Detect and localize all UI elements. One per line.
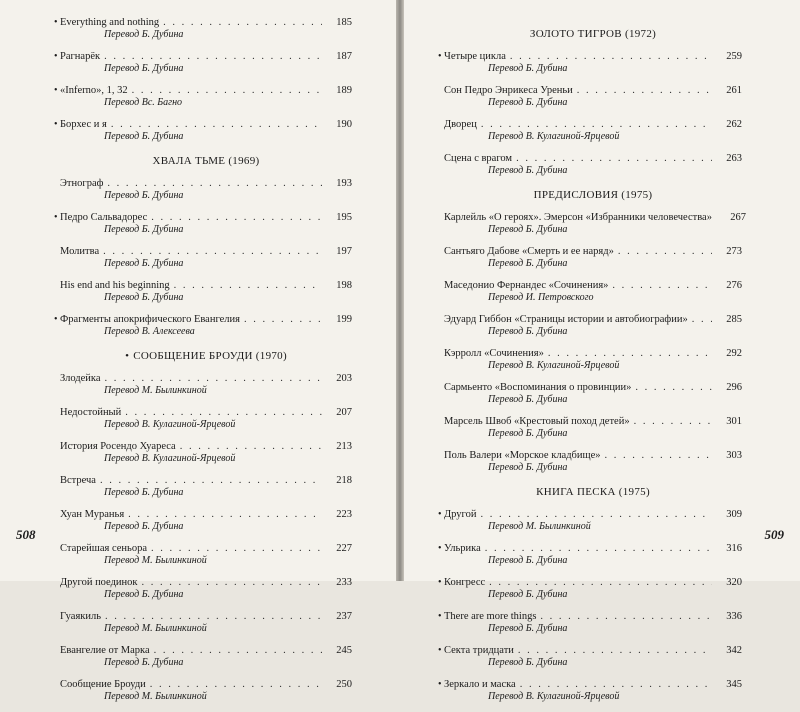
dot-leader: [577, 84, 712, 97]
entry-title: «Inferno», 1, 32: [60, 85, 128, 96]
entry-page-number: 185: [336, 17, 352, 28]
toc-line: [54, 211, 352, 224]
dot-leader: [510, 50, 712, 63]
dot-leader: [540, 610, 712, 623]
entry-translator: Перевод Б. Дубина: [488, 394, 568, 405]
entry-title: История Росендо Хуареса: [60, 441, 176, 452]
book-gutter: [396, 0, 404, 581]
toc-line: [54, 84, 352, 97]
entry-page-number: 263: [726, 153, 742, 164]
entry-marker: •: [438, 577, 442, 588]
entry-page-number: 189: [336, 85, 352, 96]
entry-title: Злодейка: [60, 373, 101, 384]
toc-entry: [438, 50, 742, 75]
entry-translator: Перевод Б. Дубина: [104, 63, 184, 74]
dot-leader: [485, 542, 712, 555]
entry-page-number: 303: [726, 450, 742, 461]
toc-line: [444, 211, 746, 224]
entry-title: Конгресс: [444, 577, 486, 588]
entry-page-number: 285: [726, 314, 742, 325]
dot-leader: [480, 508, 712, 521]
entry-title: Евангелие от Марка: [60, 645, 150, 656]
entry-title: Ульрика: [444, 543, 481, 554]
dot-leader: [548, 347, 712, 360]
toc-entry: [444, 152, 742, 177]
entry-title: Борхес и я: [60, 119, 107, 130]
entry-page-number: 261: [726, 85, 742, 96]
dot-leader: [105, 372, 322, 385]
section-heading: [444, 189, 742, 201]
entry-page-number: 187: [336, 51, 352, 62]
entry-page-number: 245: [336, 645, 352, 656]
toc-line: [60, 644, 352, 657]
toc-line: [444, 118, 742, 131]
toc-entry: [54, 50, 352, 75]
toc-line: [60, 372, 352, 385]
toc-entry: [60, 440, 352, 465]
entry-title: Встреча: [60, 475, 96, 486]
toc-entry: [60, 372, 352, 397]
entry-marker: •: [438, 611, 442, 622]
dot-leader: [180, 440, 322, 453]
entry-translator: Перевод М. Былинкиной: [104, 555, 207, 566]
toc-line: [438, 610, 742, 623]
entry-title: Этнограф: [60, 178, 104, 189]
dot-leader: [612, 279, 712, 292]
toc-entry: [438, 576, 742, 601]
toc-line: [444, 245, 742, 258]
entry-page-number: 345: [726, 679, 742, 690]
dot-leader: [151, 542, 322, 555]
dot-leader: [100, 474, 322, 487]
toc-entry: [444, 449, 742, 474]
toc-entry: [60, 474, 352, 499]
entry-translator: Перевод Б. Дубина: [488, 224, 568, 235]
entry-page-number: 296: [726, 382, 742, 393]
toc-entry: [60, 678, 352, 703]
section-title: СООБЩЕНИЕ БРОУДИ (1970): [133, 350, 287, 362]
section-heading: [60, 155, 352, 167]
entry-translator: Перевод Б. Дубина: [104, 589, 184, 600]
toc-line: [60, 279, 352, 292]
dot-leader: [692, 313, 712, 326]
entry-page-number: 198: [336, 280, 352, 291]
entry-title: Фрагменты апокрифического Евангелия: [60, 314, 240, 325]
entry-page-number: 309: [726, 509, 742, 520]
toc-entry: [60, 508, 352, 533]
toc-entry: [438, 542, 742, 567]
toc-line: [444, 449, 742, 462]
toc-entry: [444, 84, 742, 109]
toc-line: [60, 177, 352, 190]
entry-title: Марсель Швоб «Крестовый поход детей»: [444, 416, 630, 427]
toc-line: [438, 644, 742, 657]
dot-leader: [516, 152, 712, 165]
entry-page-number: 292: [726, 348, 742, 359]
dot-leader: [635, 381, 712, 394]
entry-title: Педро Сальвадорес: [60, 212, 148, 223]
dot-leader: [634, 415, 712, 428]
entry-page-number: 259: [726, 51, 742, 62]
entry-translator: Перевод В. Кулагиной-Ярцевой: [104, 419, 236, 430]
entry-translator: Перевод В. Кулагиной-Ярцевой: [488, 360, 620, 371]
entry-title: Гуаякиль: [60, 611, 102, 622]
toc-entry: [60, 610, 352, 635]
toc-entry: [54, 211, 352, 236]
entry-title: Старейшая сеньора: [60, 543, 147, 554]
toc-line: [438, 508, 742, 521]
toc-line: [438, 678, 742, 691]
entry-title: His end and his beginning: [60, 280, 170, 291]
entry-title: Эдуард Гиббон «Страницы истории и автобиографии»: [444, 314, 688, 325]
toc-line: [444, 313, 742, 326]
dot-leader: [132, 84, 322, 97]
toc-line: [60, 610, 352, 623]
entry-translator: Перевод Б. Дубина: [488, 462, 568, 473]
section-title: ПРЕДИСЛОВИЯ (1975): [533, 189, 653, 201]
entry-title: Молитва: [60, 246, 100, 257]
entry-marker: •: [438, 509, 442, 520]
entry-marker: •: [54, 314, 58, 325]
toc-line: [444, 152, 742, 165]
entry-title: Сон Педро Энрикеса Уреньи: [444, 85, 573, 96]
entry-title: Секта тридцати: [444, 645, 514, 656]
entry-title: Другой: [444, 509, 477, 520]
toc-line: [438, 576, 742, 589]
toc-entry: [60, 406, 352, 431]
entry-marker: •: [438, 679, 442, 690]
right-page: [404, 0, 800, 702]
entry-translator: Перевод Б. Дубина: [488, 63, 568, 74]
toc-line: [60, 678, 352, 691]
section-heading: [444, 486, 742, 498]
entry-translator: Перевод Б. Дубина: [104, 29, 184, 40]
toc-line: [60, 542, 352, 555]
dot-leader: [103, 245, 322, 258]
dot-leader: [150, 678, 322, 691]
entry-marker: •: [54, 85, 58, 96]
left-toc-column: [54, 16, 352, 712]
entry-translator: Перевод Вс. Багно: [104, 97, 183, 108]
entry-page-number: 336: [726, 611, 742, 622]
entry-translator: Перевод Б. Дубина: [104, 521, 184, 532]
entry-title: Сообщение Броуди: [60, 679, 146, 690]
dot-leader: [518, 644, 712, 657]
dot-leader: [520, 678, 712, 691]
entry-page-number: 227: [336, 543, 352, 554]
entry-page-number: 207: [336, 407, 352, 418]
entry-translator: Перевод М. Былинкиной: [488, 521, 591, 532]
entry-page-number: 197: [336, 246, 352, 257]
toc-line: [60, 508, 352, 521]
toc-entry: [444, 118, 742, 143]
toc-line: [444, 84, 742, 97]
entry-translator: Перевод Б. Дубина: [104, 487, 184, 498]
dot-leader: [111, 118, 322, 131]
entry-translator: Перевод И. Петровского: [488, 292, 594, 303]
toc-entry: [60, 279, 352, 304]
dot-leader: [104, 50, 322, 63]
toc-entry: [444, 245, 742, 270]
toc-line: [438, 50, 742, 63]
dot-leader: [489, 576, 712, 589]
toc-entry: [60, 245, 352, 270]
toc-line: [438, 542, 742, 555]
section-heading: [60, 350, 352, 362]
toc-line: [54, 118, 352, 131]
entry-translator: Перевод Б. Дубина: [488, 165, 568, 176]
entry-translator: Перевод Б. Дубина: [104, 190, 184, 201]
entry-title: Маседонио Фернандес «Сочинения»: [444, 280, 609, 291]
dot-leader: [605, 449, 712, 462]
entry-translator: Перевод М. Былинкиной: [104, 385, 207, 396]
section-heading: [444, 28, 742, 40]
entry-page-number: 203: [336, 373, 352, 384]
entry-title: Кэрролл «Сочинения»: [444, 348, 544, 359]
entry-page-number: 237: [336, 611, 352, 622]
left-page-number: 508: [16, 527, 36, 542]
entry-page-number: 320: [726, 577, 742, 588]
dot-leader: [481, 118, 712, 131]
entry-marker: •: [54, 51, 58, 62]
entry-page-number: 273: [726, 246, 742, 257]
entry-translator: Перевод Б. Дубина: [488, 589, 568, 600]
toc-line: [444, 347, 742, 360]
toc-entry: [54, 16, 352, 41]
entry-page-number: 223: [336, 509, 352, 520]
section-title: ХВАЛА ТЬМЕ (1969): [152, 155, 260, 167]
toc-entry: [438, 678, 742, 703]
entry-title: Everything and nothing: [60, 17, 160, 28]
entry-title: Рагнарёк: [60, 51, 101, 62]
entry-translator: Перевод Б. Дубина: [104, 258, 184, 269]
entry-marker: •: [54, 119, 58, 130]
toc-line: [54, 50, 352, 63]
entry-page-number: 301: [726, 416, 742, 427]
entry-translator: Перевод Б. Дубина: [488, 326, 568, 337]
toc-entry: [444, 347, 742, 372]
entry-marker: •: [54, 212, 58, 223]
dot-leader: [244, 313, 322, 326]
entry-page-number: 233: [336, 577, 352, 588]
toc-entry: [54, 84, 352, 109]
entry-page-number: 195: [336, 212, 352, 223]
entry-page-number: 193: [336, 178, 352, 189]
entry-page-number: 190: [336, 119, 352, 130]
entry-title: Сцена с врагом: [444, 153, 513, 164]
entry-title: Зеркало и маска: [444, 679, 516, 690]
entry-translator: Перевод Б. Дубина: [488, 97, 568, 108]
dot-leader: [154, 644, 322, 657]
toc-line: [444, 381, 742, 394]
dot-leader: [128, 508, 322, 521]
toc-entry: [60, 542, 352, 567]
dot-leader: [142, 576, 322, 589]
toc-entry: [60, 576, 352, 601]
dot-leader: [618, 245, 712, 258]
toc-entry: [438, 644, 742, 669]
entry-page-number: 213: [336, 441, 352, 452]
section-title: КНИГА ПЕСКА (1975): [536, 486, 650, 498]
dot-leader: [151, 211, 322, 224]
entry-title: Карлейль «О героях». Эмерсон «Избранники человечества»: [444, 212, 712, 223]
toc-entry: [444, 381, 742, 406]
entry-translator: Перевод М. Былинкиной: [104, 691, 207, 702]
toc-line: [60, 440, 352, 453]
entry-marker: •: [438, 543, 442, 554]
toc-entry: [438, 610, 742, 635]
entry-marker: •: [438, 645, 442, 656]
entry-title: Недостойный: [60, 407, 122, 418]
entry-translator: Перевод Б. Дубина: [104, 131, 184, 142]
entry-title: Поль Валери «Морское кладбище»: [444, 450, 601, 461]
toc-line: [60, 576, 352, 589]
entry-translator: Перевод М. Былинкиной: [104, 623, 207, 634]
toc-line: [444, 415, 742, 428]
entry-translator: Перевод Б. Дубина: [488, 258, 568, 269]
toc-entry: [438, 508, 742, 533]
entry-page-number: 250: [336, 679, 352, 690]
dot-leader: [174, 279, 322, 292]
toc-line: [60, 474, 352, 487]
toc-entry: [444, 415, 742, 440]
entry-title: Другой поединок: [60, 577, 138, 588]
dot-leader: [125, 406, 322, 419]
entry-marker: •: [54, 17, 58, 28]
toc-entry: [54, 118, 352, 143]
toc-line: [60, 406, 352, 419]
entry-title: Четыре цикла: [444, 51, 506, 62]
dot-leader: [107, 177, 322, 190]
toc-entry: [60, 644, 352, 669]
entry-translator: Перевод Б. Дубина: [488, 623, 568, 634]
left-page: [0, 0, 396, 702]
entry-translator: Перевод Б. Дубина: [488, 657, 568, 668]
entry-title: Хуан Муранья: [60, 509, 125, 520]
right-toc-column: [438, 16, 746, 712]
toc-entry: [54, 313, 352, 338]
entry-page-number: 276: [726, 280, 742, 291]
entry-title: Сармьенто «Воспоминания о провинции»: [444, 382, 632, 393]
entry-translator: Перевод Б. Дубина: [488, 555, 568, 566]
section-title: ЗОЛОТО ТИГРОВ (1972): [529, 28, 657, 40]
dot-leader: [105, 610, 322, 623]
section-marker: •: [125, 350, 130, 362]
toc-entry: [60, 177, 352, 202]
entry-translator: Перевод Б. Дубина: [104, 224, 184, 235]
entry-page-number: 262: [726, 119, 742, 130]
toc-line: [54, 313, 352, 326]
entry-page-number: 316: [726, 543, 742, 554]
toc-line: [54, 16, 352, 29]
entry-page-number: 267: [730, 212, 746, 223]
entry-page-number: 218: [336, 475, 352, 486]
entry-marker: •: [438, 51, 442, 62]
entry-translator: Перевод В. Кулагиной-Ярцевой: [488, 131, 620, 142]
entry-translator: Перевод Б. Дубина: [488, 428, 568, 439]
toc-line: [444, 279, 742, 292]
entry-translator: Перевод Б. Дубина: [104, 292, 184, 303]
right-page-number: 509: [764, 527, 784, 542]
toc-line: [60, 245, 352, 258]
entry-translator: Перевод В. Алексеева: [104, 326, 195, 337]
toc-entry: [444, 279, 742, 304]
entry-title: There are more things: [444, 611, 537, 622]
entry-translator: Перевод В. Кулагиной-Ярцевой: [104, 453, 236, 464]
toc-entry: [444, 313, 742, 338]
entry-title: Сантьяго Дабове «Смерть и ее наряд»: [444, 246, 614, 257]
dot-leader: [163, 16, 322, 29]
entry-page-number: 342: [726, 645, 742, 656]
entry-translator: Перевод В. Кулагиной-Ярцевой: [488, 691, 620, 702]
toc-entry: [444, 211, 746, 236]
entry-page-number: 199: [336, 314, 352, 325]
entry-translator: Перевод Б. Дубина: [104, 657, 184, 668]
entry-title: Дворец: [444, 119, 477, 130]
